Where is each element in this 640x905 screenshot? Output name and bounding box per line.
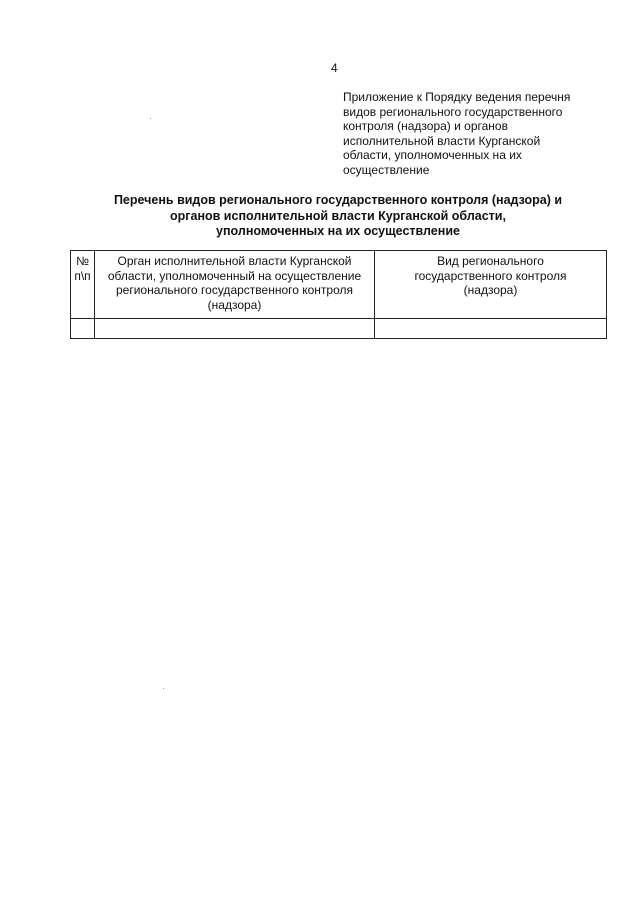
cell-organ [95, 319, 375, 339]
cell-control-kind [375, 319, 607, 339]
header-control-kind [375, 251, 607, 319]
header-kind-line: государственного контроля [414, 268, 567, 283]
appendix-line: видов регионального государственного [343, 104, 563, 119]
header-kind-line: Вид регионального [437, 254, 544, 268]
appendix-line: исполнительной власти Курганской [343, 133, 541, 148]
page-number: 4 [331, 61, 338, 75]
appendix-line: Приложение к Порядку ведения перечня [343, 90, 571, 104]
appendix-line: контроля (надзора) и органов [343, 119, 508, 134]
appendix-note [343, 90, 603, 178]
scan-speck [150, 118, 151, 119]
header-organ [95, 251, 375, 319]
header-organ-line: регионального государственного контроля [115, 283, 354, 297]
header-organ-line: (надзора) [207, 297, 262, 312]
header-organ-line: области, уполномоченный на осуществление [107, 268, 362, 283]
table-header-row [71, 251, 607, 319]
title-line: Перечень видов регионального государственного контроля (надзора) и [113, 193, 563, 207]
header-kind-line: (надзора) [463, 283, 518, 297]
table-row [71, 319, 607, 339]
header-organ-line: Орган исполнительной власти Курганской [117, 254, 352, 268]
title-line: уполномоченных на их осуществление [216, 224, 460, 238]
document-title [70, 193, 606, 240]
scan-speck [163, 688, 164, 689]
header-number-line: № [76, 254, 89, 268]
title-line: органов исполнительной власти Курганской области, [170, 208, 506, 223]
cell-number [71, 319, 95, 339]
appendix-line: осуществление [343, 162, 430, 177]
header-number-line: п\п [74, 268, 91, 283]
appendix-line: области, уполномоченных на их [343, 148, 522, 163]
controls-table [70, 250, 607, 339]
header-number [71, 251, 95, 319]
